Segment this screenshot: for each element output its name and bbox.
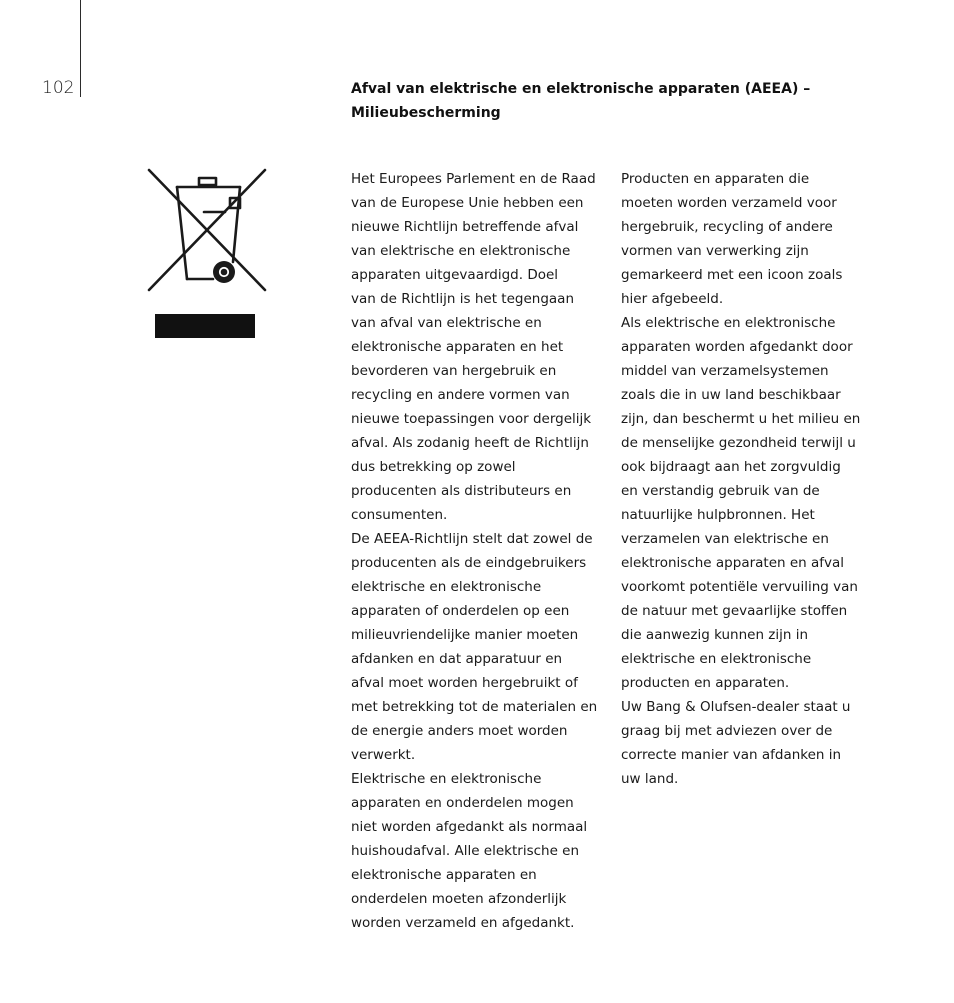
body-text-line: niet worden afgedankt als normaal bbox=[351, 819, 588, 835]
body-text-line: zoals die in uw land beschikbaar bbox=[621, 387, 841, 403]
body-text-line: de menselijke gezondheid terwijl u bbox=[621, 435, 856, 451]
crossed-out-wheelie-bin-icon bbox=[147, 168, 267, 293]
body-text-line: Als elektrische en elektronische bbox=[621, 315, 836, 331]
body-text-line: Elektrische en elektronische bbox=[351, 771, 542, 787]
body-text-line: elektronische apparaten en het bbox=[351, 339, 564, 355]
body-text-line: Uw Bang & Olufsen-dealer staat u bbox=[621, 699, 851, 715]
body-column-left bbox=[351, 167, 613, 935]
body-text-line: graag bij met adviezen over de bbox=[621, 723, 833, 739]
body-text-line: van elektrische en elektronische bbox=[351, 243, 571, 259]
body-text-line: uw land. bbox=[621, 771, 679, 787]
body-text-line: ook bijdraagt aan het zorgvuldig bbox=[621, 459, 841, 475]
body-text-line: afval moet worden hergebruikt of bbox=[351, 675, 578, 691]
body-column-right bbox=[621, 167, 883, 791]
body-text-line: afdanken en dat apparatuur en bbox=[351, 651, 563, 667]
body-text-line: apparaten uitgevaardigd. Doel bbox=[351, 267, 559, 283]
page-number: 102 bbox=[42, 78, 75, 98]
body-text-line: recycling en andere vormen van bbox=[351, 387, 570, 403]
body-text-line: nieuwe toepassingen voor dergelijk bbox=[351, 411, 592, 427]
section-heading bbox=[351, 77, 871, 125]
body-text-line: gemarkeerd met een icoon zoals bbox=[621, 267, 843, 283]
body-text-line: correcte manier van afdanken in bbox=[621, 747, 842, 763]
weee-marking-bar bbox=[155, 314, 255, 338]
body-text-line: De AEEA-Richtlijn stelt dat zowel de bbox=[351, 531, 593, 547]
body-text-line: hergebruik, recycling of andere bbox=[621, 219, 833, 235]
body-text-line: voorkomt potentiële vervuiling van bbox=[621, 579, 858, 595]
body-text-line: natuurlijke hulpbronnen. Het bbox=[621, 507, 815, 523]
body-text-line: producten en apparaten. bbox=[621, 675, 790, 691]
body-text-line: vormen van verwerking zijn bbox=[621, 243, 809, 259]
body-text-line: Het Europees Parlement en de Raad bbox=[351, 171, 596, 187]
body-text-line: van de Richtlijn is het tegengaan bbox=[351, 291, 575, 307]
body-text-line: Producten en apparaten die bbox=[621, 171, 810, 187]
body-text-line: elektronische apparaten en bbox=[351, 867, 537, 883]
body-text-line: producenten als de eindgebruikers bbox=[351, 555, 587, 571]
body-text-line: de natuur met gevaarlijke stoffen bbox=[621, 603, 848, 619]
body-text-line: nieuwe Richtlijn betreffende afval bbox=[351, 219, 579, 235]
body-text-line: apparaten worden afgedankt door bbox=[621, 339, 853, 355]
body-text-line: milieuvriendelijke manier moeten bbox=[351, 627, 579, 643]
body-text-line: verzamelen van elektrische en bbox=[621, 531, 829, 547]
body-text-line: moeten worden verzameld voor bbox=[621, 195, 837, 211]
section-heading-line: Milieubescherming bbox=[351, 105, 501, 121]
page-margin-rule bbox=[80, 0, 81, 97]
body-text-line: apparaten en onderdelen mogen bbox=[351, 795, 574, 811]
body-text-line: bevorderen van hergebruik en bbox=[351, 363, 557, 379]
body-text-line: elektrische en elektronische bbox=[351, 579, 542, 595]
body-text-line: verwerkt. bbox=[351, 747, 416, 763]
body-text-line: onderdelen moeten afzonderlijk bbox=[351, 891, 567, 907]
body-text-line: van de Europese Unie hebben een bbox=[351, 195, 584, 211]
body-text-line: elektronische apparaten en afval bbox=[621, 555, 845, 571]
body-text-line: afval. Als zodanig heeft de Richtlijn bbox=[351, 435, 589, 451]
body-text-line: die aanwezig kunnen zijn in bbox=[621, 627, 809, 643]
body-text-line: huishoudafval. Alle elektrische en bbox=[351, 843, 580, 859]
body-text-line: consumenten. bbox=[351, 507, 448, 523]
body-text-line: worden verzameld en afgedankt. bbox=[351, 915, 575, 931]
body-text-line: hier afgebeeld. bbox=[621, 291, 724, 307]
body-text-line: met betrekking tot de materialen en bbox=[351, 699, 598, 715]
body-text-line: elektrische en elektronische bbox=[621, 651, 812, 667]
body-text-line: apparaten of onderdelen op een bbox=[351, 603, 570, 619]
body-text-line: van afval van elektrische en bbox=[351, 315, 542, 331]
section-heading-line: Afval van elektrische en elektronische apparaten (AEEA) – bbox=[351, 81, 811, 97]
body-text-line: dus betrekking op zowel bbox=[351, 459, 516, 475]
body-text-line: middel van verzamelsystemen bbox=[621, 363, 829, 379]
body-text-line: zijn, dan beschermt u het milieu en bbox=[621, 411, 861, 427]
body-text-line: en verstandig gebruik van de bbox=[621, 483, 820, 499]
body-text-line: producenten als distributeurs en bbox=[351, 483, 572, 499]
body-text-line: de energie anders moet worden bbox=[351, 723, 568, 739]
